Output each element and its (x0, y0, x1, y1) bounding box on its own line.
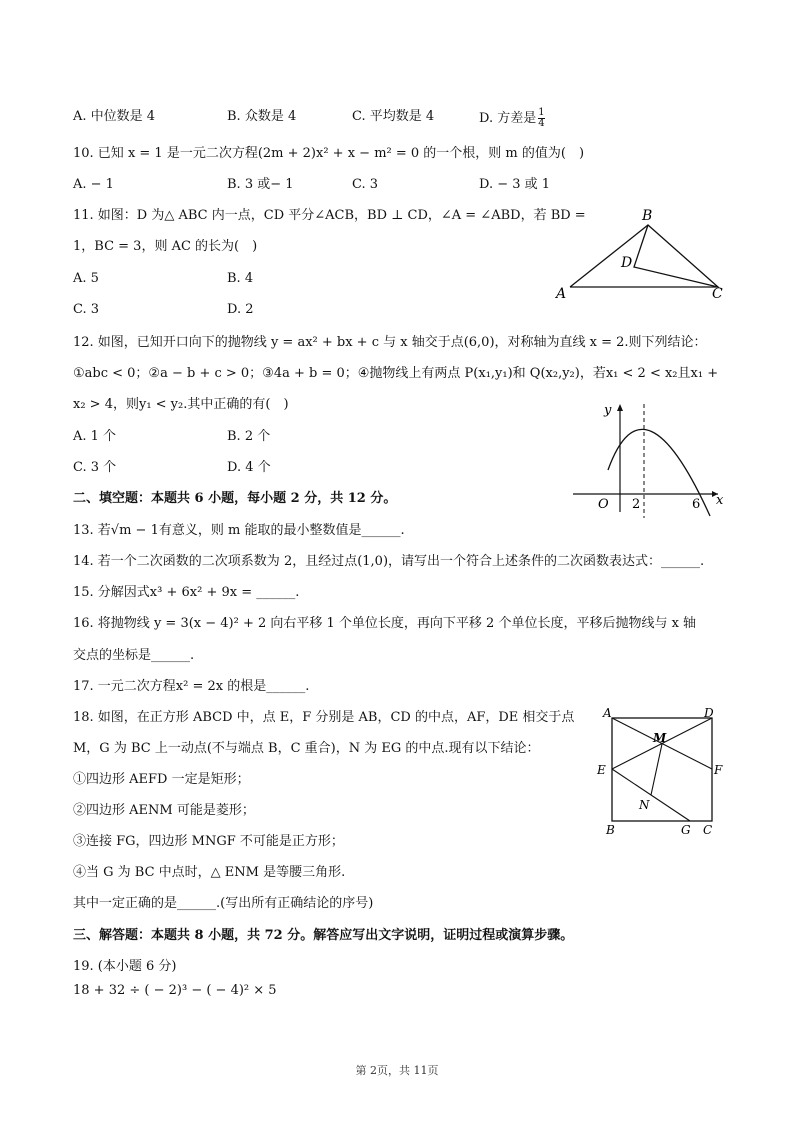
q12-stem-line1: 12. 如图，已知开口向下的抛物线 y = ax² + bx + c 与 x 轴交于点(6,0)，对称轴为直线 x = 2.则下列结论： (73, 335, 707, 350)
q11-stem-line2: 1，BC = 3，则 AC 的长为( ) (73, 239, 258, 254)
label-d: D (704, 706, 714, 720)
q12-stem-line3: x₂ > 4，则y₁ < y₂.其中正确的有( ) (73, 397, 289, 412)
q16-line2: 交点的坐标是______. (73, 648, 195, 663)
q10-option-d: D. − 3 或 1 (479, 177, 551, 192)
q12-option-c: C. 3 个 (73, 460, 117, 475)
q9-option-a: A. 中位数是 4 (73, 109, 156, 124)
q11-option-c: C. 3 (73, 302, 100, 317)
q10-stem: 10. 已知 x = 1 是一元二次方程(2m + 2)x² + x − m² = 0 的一个根，则 m 的值为( ) (73, 146, 585, 161)
q18-square-figure (595, 705, 725, 845)
label-two: 2 (632, 497, 641, 512)
fraction-numerator: 1 (538, 107, 545, 118)
q14: 14. 若一个二次函数的二次项系数为 2，且经过点(1,0)，请写出一个符合上述条件的二次函数表达式：______. (73, 554, 705, 569)
q10-option-a: A. − 1 (73, 177, 114, 192)
q10-option-c: C. 3 (352, 177, 379, 192)
q18-conclusion-2: ②四边形 AENM 可能是菱形； (73, 803, 255, 818)
label-e: E (597, 763, 606, 777)
label-origin: O (598, 497, 609, 512)
q13: 13. 若√m − 1有意义，则 m 能取的最小整数值是______. (73, 523, 405, 538)
label-m: M (653, 731, 667, 745)
q11-option-a: A. 5 (73, 271, 99, 286)
q12-stem-line2: ①abc < 0；②a − b + c > 0；③4a + b = 0；④抛物线上有两点 P(x₁,y₁)和 Q(x₂,y₂)，若x₁ < 2 < x₂且x₁ + (73, 366, 719, 381)
page-footer: 第 2页，共 11页 (355, 1064, 439, 1077)
q10-option-b: B. 3 或− 1 (227, 177, 294, 192)
q11-stem-line1: 11. 如图：D 为△ ABC 内一点，CD 平分∠ACB，BD ⊥ CD，∠A = ∠ABD，若 BD = (73, 208, 586, 223)
q9-option-c: C. 平均数是 4 (352, 109, 435, 124)
label-d: D (621, 255, 633, 271)
q9-option-d-prefix: D. 方差是 (479, 111, 537, 126)
fraction (538, 108, 544, 129)
section-3-heading: 三、解答题：本题共 8 小题，共 72 分。解答应写出文字说明，证明过程或演算步骤。 (73, 928, 574, 943)
segment-bdc (634, 225, 718, 287)
segment-mn (651, 744, 662, 795)
label-y: y (604, 403, 612, 418)
q18-conclusion-1: ①四边形 AEFD 一定是矩形； (73, 772, 250, 787)
q17: 17. 一元二次方程x² = 2x 的根是______. (73, 679, 310, 694)
fraction-denominator: 4 (538, 118, 545, 129)
label-c: C (703, 823, 713, 837)
label-f: F (714, 763, 723, 777)
q9-option-b: B. 众数是 4 (227, 109, 297, 124)
label-a: A (603, 706, 612, 720)
q19-expression: 18 + 32 ÷ ( − 2)³ − ( − 4)² × 5 (73, 983, 277, 998)
q9-option-d (479, 108, 545, 129)
q18-conclusion-3: ③连接 FG，四边形 MNGF 不可能是正方形； (73, 834, 344, 849)
q16-line1: 16. 将抛物线 y = 3(x − 4)² + 2 向右平移 1 个单位长度，再向下平移 2 个单位长度，平移后抛物线与 x 轴 (73, 616, 697, 631)
q12-option-b: B. 2 个 (227, 429, 271, 444)
q18-conclusion-4: ④当 G 为 BC 中点时，△ ENM 是等腰三角形. (73, 865, 346, 880)
q18-stem-line2: M，G 为 BC 上一动点(不与端点 B，C 重合)，N 为 EG 的中点.现有以下结论： (73, 741, 540, 756)
y-axis-arrow (617, 404, 623, 411)
triangle-abc (570, 225, 718, 287)
label-x: x (716, 493, 724, 508)
q11-option-d: D. 2 (227, 302, 254, 317)
label-g: G (681, 823, 691, 837)
label-n: N (639, 798, 650, 812)
q12-option-d: D. 4 个 (227, 460, 271, 475)
label-a: A (556, 286, 567, 302)
q15: 15. 分解因式x³ + 6x² + 9x = ______. (73, 585, 300, 600)
label-c: C (712, 286, 723, 302)
label-b: B (642, 208, 653, 224)
q18-answer-prompt: 其中一定正确的是______.(写出所有正确结论的序号) (73, 896, 374, 911)
section-2-heading: 二、填空题：本题共 6 小题，每小题 2 分，共 12 分。 (73, 491, 397, 506)
q11-option-b: B. 4 (227, 271, 254, 286)
q12-option-a: A. 1 个 (73, 429, 117, 444)
label-b: B (606, 823, 615, 837)
q12-parabola-figure (568, 400, 728, 520)
label-six: 6 (692, 497, 701, 512)
q18-stem-line1: 18. 如图，在正方形 ABCD 中，点 E，F 分别是 AB，CD 的中点，AF，DE 相交于点 (73, 710, 575, 725)
q11-triangle-figure (548, 205, 728, 305)
q19-title: 19. (本小题 6 分) (73, 959, 177, 974)
